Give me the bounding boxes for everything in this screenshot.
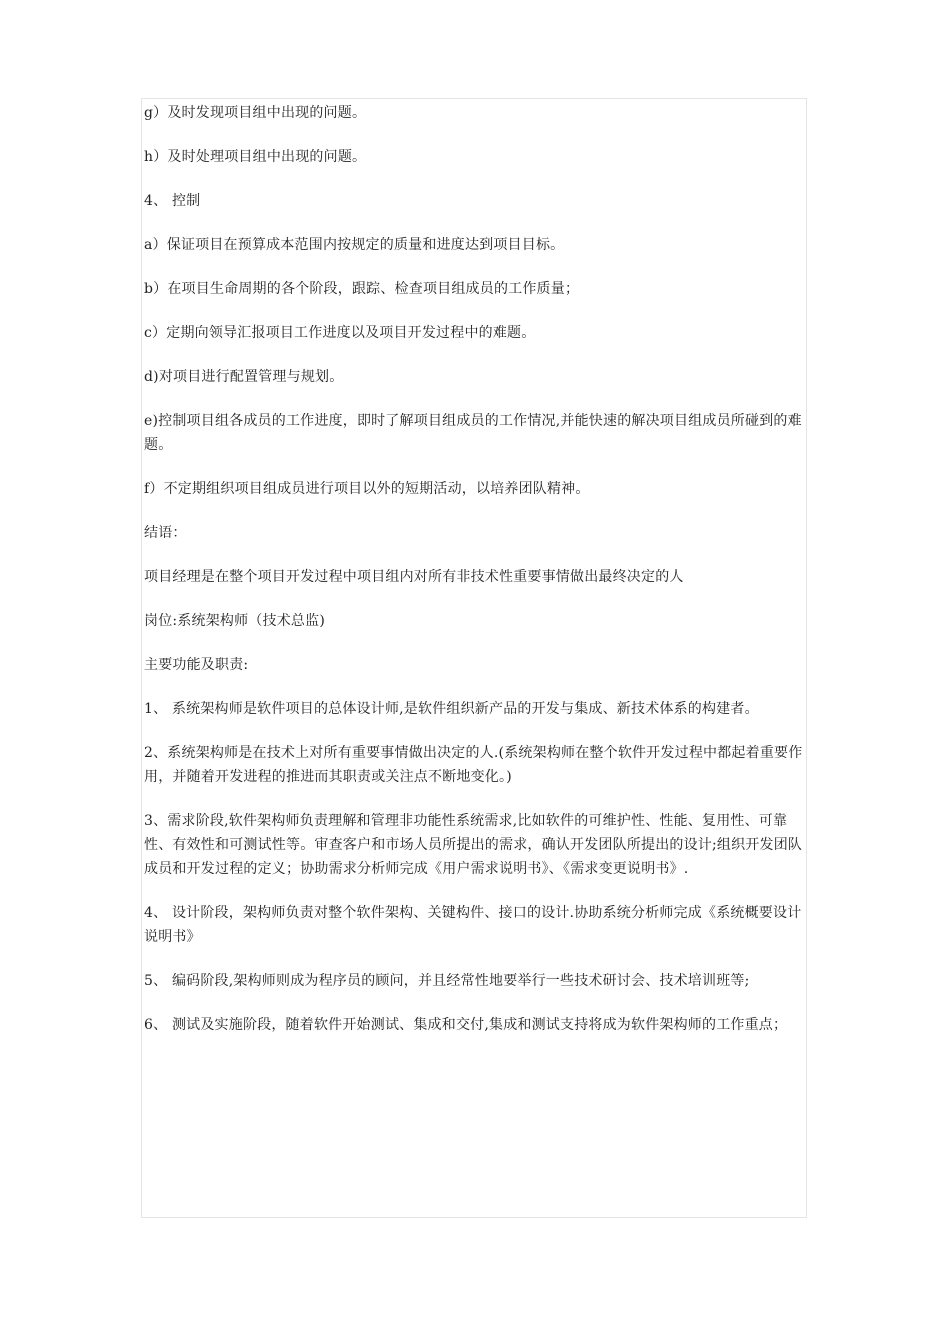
paragraph-e: e)控制项目组各成员的工作进度，即时了解项目组成员的工作情况,并能快速的解决项目组成员所碰到的难题。 [144,413,802,453]
conclusion-heading: 结语： [144,525,187,541]
paragraph-h: h）及时处理项目组中出现的问题。 [144,149,367,165]
position-title: 岗位:系统架构师（技术总监) [144,613,325,629]
responsibility-5: 5、 编码阶段,架构师则成为程序员的顾问，并且经常性地要举行一些技术研讨会、技术培训班等; [144,973,750,989]
responsibility-6: 6、 测试及实施阶段，随着软件开始测试、集成和交付,集成和测试支持将成为软件架构师的工作重点； [144,1017,788,1033]
section-heading-control: 4、 控制 [144,193,201,209]
paragraph-c: c）定期向领导汇报项目工作进度以及项目开发过程中的难题。 [144,325,536,341]
paragraph-g: g）及时发现项目组中出现的问题。 [144,105,367,121]
responsibility-2: 2、系统架构师是在技术上对所有重要事情做出决定的人.(系统架构师在整个软件开发过程中都起着重要作用，并随着开发进程的推进而其职责或关注点不断地变化。) [144,745,803,785]
document-body [144,101,810,1057]
paragraph-b: b）在项目生命周期的各个阶段，跟踪、检查项目组成员的工作质量； [144,281,580,297]
paragraph-d: d)对项目进行配置管理与规划。 [144,369,344,385]
conclusion-text: 项目经理是在整个项目开发过程中项目组内对所有非技术性重要事情做出最终决定的人 [144,569,684,585]
responsibility-3: 3、需求阶段,软件架构师负责理解和管理非功能性系统需求,比如软件的可维护性、性能、复用性、可靠性、有效性和可测试性等。审查客户和市场人员所提出的需求，确认开发团队所提出的设计;组织开发团队成员和开发过程的定义；协助需求分析师完成《用户需求说明书》、《需求变更说明书》. [144,813,803,877]
responsibility-1: 1、 系统架构师是软件项目的总体设计师,是软件组织新产品的开发与集成、新技术体系的构建者。 [144,701,759,717]
responsibilities-heading: 主要功能及职责: [144,657,249,673]
paragraph-a: a）保证项目在预算成本范围内按规定的质量和进度达到项目目标。 [144,237,565,253]
paragraph-f: f）不定期组织项目组成员进行项目以外的短期活动，以培养团队精神。 [144,481,590,497]
responsibility-4: 4、 设计阶段，架构师负责对整个软件架构、关键构件、接口的设计.协助系统分析师完成《系统概要设计说明书》 [144,905,802,945]
